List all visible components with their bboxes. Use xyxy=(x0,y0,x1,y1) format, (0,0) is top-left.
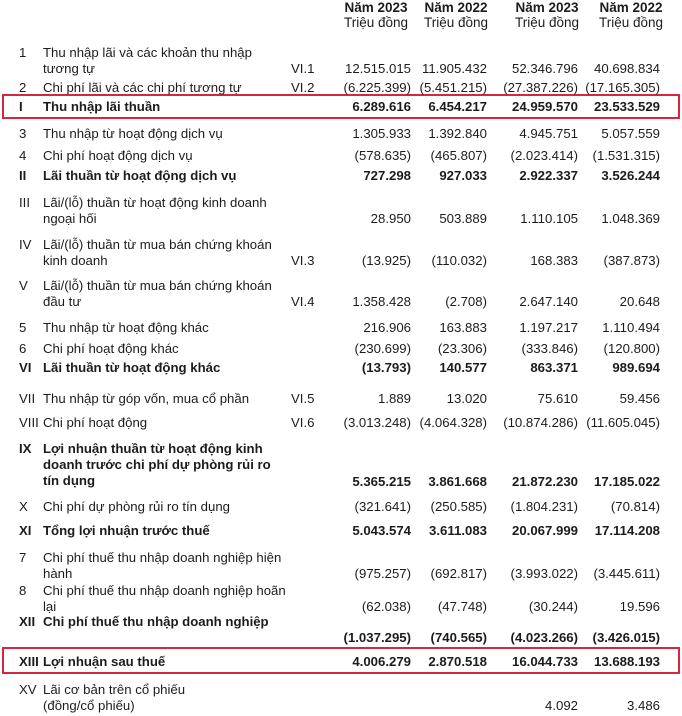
cell-value: 17.114.208 xyxy=(594,523,660,538)
cell-value: 1.889 xyxy=(377,391,411,406)
cell-value: 12.515.015 xyxy=(344,61,411,76)
row-note: VI.1 xyxy=(291,61,315,76)
row-index: IX xyxy=(19,441,32,456)
row-label: Thu nhập từ hoạt động dịch vụ xyxy=(43,126,223,141)
header-year: Năm 2022 xyxy=(599,0,663,15)
row-note: VI.4 xyxy=(291,294,315,309)
row-index: 4 xyxy=(19,148,27,163)
cell-value: 2.922.337 xyxy=(519,168,578,183)
row-index: 7 xyxy=(19,550,27,565)
cell-value: (3.013.248) xyxy=(343,415,411,430)
cell-value: (3.426.015) xyxy=(592,630,660,645)
cell-value: (4.023.266) xyxy=(510,630,578,645)
cell-value: (120.800) xyxy=(603,341,660,356)
row-index: VIII xyxy=(19,415,39,430)
row-label: Chi phí hoạt động dịch vụ xyxy=(43,148,193,163)
cell-value: 1.197.217 xyxy=(519,320,578,335)
cell-value: (250.585) xyxy=(430,499,487,514)
row-index: XIII xyxy=(19,654,39,669)
cell-value: 19.596 xyxy=(619,599,660,614)
cell-value: 3.861.668 xyxy=(428,474,487,489)
cell-value: (3.445.611) xyxy=(593,566,660,581)
cell-value: 4.945.751 xyxy=(519,126,578,141)
cell-value: (465.807) xyxy=(430,148,487,163)
row-note: VI.2 xyxy=(291,80,315,95)
cell-value: 3.526.244 xyxy=(601,168,660,183)
cell-value: 1.392.840 xyxy=(428,126,487,141)
cell-value: (4.064.328) xyxy=(419,415,487,430)
row-index: XV xyxy=(19,682,37,697)
cell-value: (2.023.414) xyxy=(510,148,578,163)
cell-value: 5.043.574 xyxy=(352,523,411,538)
row-index: 3 xyxy=(19,126,27,141)
cell-value: 4.092 xyxy=(544,698,578,713)
row-index: 1 xyxy=(19,45,27,60)
cell-value: 1.048.369 xyxy=(601,211,660,226)
header-year: Năm 2022 xyxy=(424,0,488,15)
cell-value: (110.032) xyxy=(431,253,487,268)
cell-value: (692.817) xyxy=(430,566,487,581)
cell-value: (1.804.231) xyxy=(510,499,578,514)
cell-value: 1.110.105 xyxy=(520,211,578,226)
cell-value: (70.814) xyxy=(610,499,660,514)
cell-value: 2.647.140 xyxy=(519,294,578,309)
row-label: Lãi/(lỗ) thuần từ mua bán chứng khoán kinh doanh xyxy=(43,237,272,268)
column-header-1 xyxy=(336,0,416,30)
cell-value: 24.959.570 xyxy=(511,99,578,114)
cell-value: 503.889 xyxy=(439,211,487,226)
row-label: Chi phí thuế thu nhập doanh nghiệp hiện hành xyxy=(43,550,282,581)
cell-value: (1.037.295) xyxy=(343,630,411,645)
row-index: 2 xyxy=(19,80,27,95)
row-index: II xyxy=(19,168,27,183)
cell-value: (740.565) xyxy=(430,630,487,645)
row-index: X xyxy=(19,499,28,514)
row-index: VI xyxy=(19,360,32,375)
cell-value: 3.611.083 xyxy=(429,523,487,538)
column-header-3 xyxy=(504,0,590,30)
header-unit: Triệu đồng xyxy=(343,15,409,30)
cell-value: (30.244) xyxy=(528,599,578,614)
cell-value: (1.531.315) xyxy=(592,148,660,163)
cell-value: (10.874.286) xyxy=(503,415,578,430)
row-label: Chi phí hoạt động xyxy=(43,415,148,430)
row-label: Lãi cơ bản trên cổ phiếu (đồng/cổ phiếu) xyxy=(43,682,186,713)
cell-value: 3.486 xyxy=(626,698,660,713)
row-note: VI.3 xyxy=(291,253,315,268)
row-label: Thu nhập lãi thuần xyxy=(43,99,161,114)
cell-value: (17.165.305) xyxy=(585,80,660,95)
row-note: VI.5 xyxy=(291,391,315,406)
cell-value: 216.906 xyxy=(363,320,411,335)
header-year: Năm 2023 xyxy=(515,0,579,15)
cell-value: 75.610 xyxy=(537,391,578,406)
row-label: Lãi/(lỗ) thuần từ hoạt động kinh doanh ngoại hối xyxy=(43,195,267,226)
row-label: Thu nhập từ hoạt động khác xyxy=(43,320,209,335)
cell-value: 5.057.559 xyxy=(601,126,660,141)
cell-value: 28.950 xyxy=(370,211,411,226)
cell-value: (975.257) xyxy=(354,566,411,581)
row-label: Lãi thuần từ hoạt động dịch vụ xyxy=(43,168,237,183)
row-label: Tổng lợi nhuận trước thuế xyxy=(43,523,210,538)
cell-value: 20.067.999 xyxy=(511,523,578,538)
cell-value: (13.925) xyxy=(361,253,411,268)
cell-value: 1.305.933 xyxy=(352,126,411,141)
cell-value: 40.698.834 xyxy=(593,61,660,76)
row-index: VII xyxy=(19,391,36,406)
row-index: 6 xyxy=(19,341,27,356)
cell-value: 23.533.529 xyxy=(593,99,660,114)
row-index: XI xyxy=(19,523,32,538)
row-index: 8 xyxy=(19,583,27,598)
header-unit: Triệu đồng xyxy=(423,15,489,30)
cell-value: (13.793) xyxy=(361,360,411,375)
cell-value: 927.033 xyxy=(439,168,487,183)
header-year: Năm 2023 xyxy=(344,0,408,15)
cell-value: 17.185.022 xyxy=(593,474,660,489)
row-label: Chi phí thuế thu nhập doanh nghiệp hoãn lại xyxy=(43,583,286,614)
cell-value: 6.454.217 xyxy=(428,99,487,114)
row-index: XII xyxy=(19,614,36,629)
cell-value: 140.577 xyxy=(439,360,487,375)
column-header-4 xyxy=(588,0,674,30)
cell-value: (321.641) xyxy=(354,499,411,514)
cell-value: 168.383 xyxy=(530,253,578,268)
row-label: Lãi/(lỗ) thuần từ mua bán chứng khoán đầu tư xyxy=(43,278,272,309)
cell-value: 989.694 xyxy=(612,360,660,375)
cell-value: (387.873) xyxy=(603,253,660,268)
row-index: 5 xyxy=(19,320,27,335)
row-label: Lãi thuần từ hoạt động khác xyxy=(43,360,221,375)
row-index: I xyxy=(19,99,23,114)
row-label: Chi phí lãi và các chi phí tương tự xyxy=(43,80,242,95)
header-unit: Triệu đồng xyxy=(598,15,664,30)
row-note: VI.6 xyxy=(291,415,315,430)
row-label: Lợi nhuận sau thuế xyxy=(43,654,166,669)
cell-value: 4.006.279 xyxy=(352,654,411,669)
cell-value: 6.289.616 xyxy=(352,99,411,114)
header-unit: Triệu đồng xyxy=(514,15,580,30)
row-index: IV xyxy=(19,237,32,252)
cell-value: 16.044.733 xyxy=(511,654,578,669)
cell-value: (3.993.022) xyxy=(510,566,578,581)
cell-value: (62.038) xyxy=(361,599,411,614)
cell-value: (230.699) xyxy=(354,341,411,356)
cell-value: (578.635) xyxy=(354,148,411,163)
cell-value: 163.883 xyxy=(439,320,487,335)
cell-value: 11.905.432 xyxy=(421,61,487,76)
cell-value: (47.748) xyxy=(437,599,487,614)
row-label: Chi phí hoạt động khác xyxy=(43,341,179,356)
cell-value: 863.371 xyxy=(530,360,578,375)
cell-value: 5.365.215 xyxy=(352,474,411,489)
cell-value: (333.846) xyxy=(521,341,578,356)
column-header-2 xyxy=(416,0,496,30)
row-label: Thu nhập từ góp vốn, mua cổ phần xyxy=(43,391,250,406)
cell-value: (5.451.215) xyxy=(419,80,487,95)
cell-value: 52.346.796 xyxy=(511,61,578,76)
cell-value: 2.870.518 xyxy=(428,654,487,669)
row-label: Chi phí dự phòng rủi ro tín dụng xyxy=(43,499,230,514)
cell-value: 727.298 xyxy=(363,168,411,183)
cell-value: (6.225.399) xyxy=(343,80,411,95)
cell-value: (23.306) xyxy=(437,341,487,356)
row-label: Lợi nhuận thuần từ hoạt động kinh doanh trước chi phí dự phòng rủi ro tín dụng xyxy=(43,441,271,488)
cell-value: (27.387.226) xyxy=(503,80,578,95)
row-label: Chi phí thuế thu nhập doanh nghiệp xyxy=(43,614,269,629)
row-label: Thu nhập lãi và các khoản thu nhập tương tự xyxy=(43,45,252,76)
cell-value: (2.708) xyxy=(445,294,487,309)
cell-value: 13.020 xyxy=(446,391,487,406)
cell-value: 59.456 xyxy=(619,391,660,406)
cell-value: 21.872.230 xyxy=(511,474,578,489)
row-index: III xyxy=(19,195,30,210)
cell-value: 1.110.494 xyxy=(602,320,660,335)
cell-value: 13.688.193 xyxy=(593,654,660,669)
cell-value: 20.648 xyxy=(619,294,660,309)
cell-value: 1.358.428 xyxy=(352,294,411,309)
row-index: V xyxy=(19,278,28,293)
cell-value: (11.605.045) xyxy=(586,415,660,430)
